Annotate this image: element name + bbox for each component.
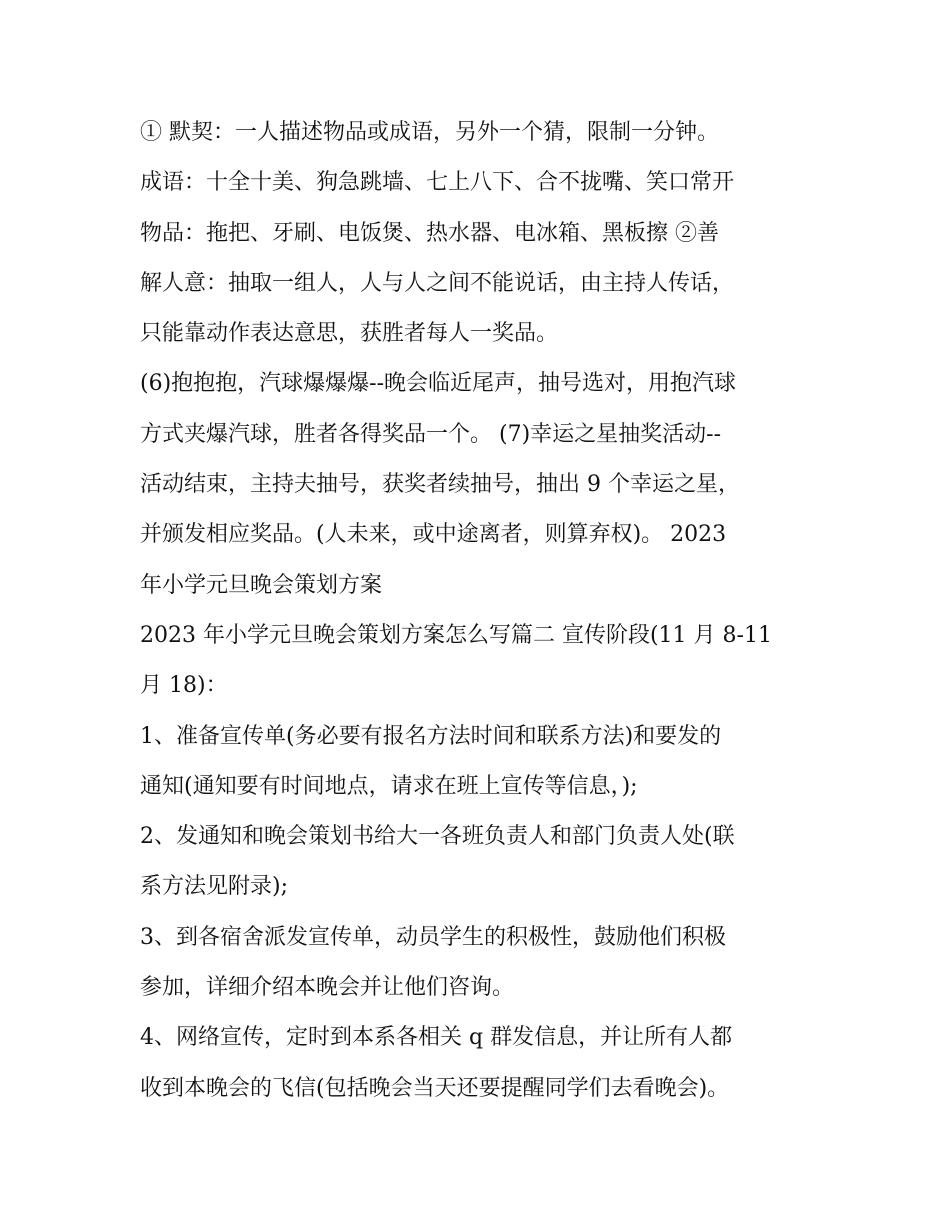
text-line: 只能靠动作表达意思，获胜者每人一奖品。: [140, 321, 559, 347]
text-line: 4、网络宣传，定时到本系各相关 q 群发信息，并让所有人都: [140, 1025, 733, 1051]
text-line: 年小学元旦晚会策划方案: [140, 572, 383, 598]
text-line: 2023 年小学元旦晚会策划方案怎么写篇二 宣传阶段(11 月 8-11: [140, 622, 772, 648]
text-line: 参加，详细介绍本晚会并让他们咨询。: [140, 975, 515, 1001]
text-line: (6)抱抱抱，汽球爆爆爆--晚会临近尾声，抽号选对，用抱汽球: [140, 371, 737, 397]
text-line: 3、到各宿舍派发宣传单，动员学生的积极性，鼓励他们积极: [140, 924, 726, 950]
document-page: [140, 108, 820, 1114]
text-line: 系方法见附录);: [140, 874, 288, 900]
text-line: 并颁发相应奖品。(人未来，或中途离者，则算弃权)。 2023: [140, 522, 727, 548]
text-line: 成语：十全十美、狗急跳墙、七上八下、合不拢嘴、笑口常开: [140, 170, 735, 196]
text-line: 物品：拖把、牙刷、电饭煲、热水器、电冰箱、黑板擦 ②善: [140, 220, 719, 246]
text-line: 解人意：抽取一组人，人与人之间不能说话，由主持人传话，: [140, 270, 735, 296]
text-line: 1、准备宣传单(务必要有报名方法时间和联系方法)和要发的: [140, 723, 722, 749]
text-line: 收到本晚会的飞信(包括晚会当天还要提醒同学们去看晚会)。: [140, 1075, 730, 1101]
text-line: 活动结束，主持夫抽号，获奖者续抽号，抽出 9 个幸运之星，: [140, 472, 740, 498]
text-line: 方式夹爆汽球，胜者各得奖品一个。 (7)幸运之星抽奖活动--: [140, 421, 722, 447]
text-line: 通知(通知要有时间地点，请求在班上宣传等信息，);: [140, 773, 638, 799]
text-line: 2、发通知和晚会策划书给大一各班负责人和部门负责人处(联: [140, 824, 735, 850]
text-line: ① 默契：一人描述物品或成语，另外一个猜，限制一分钟。: [140, 120, 719, 145]
text-line: 月 18)：: [140, 673, 228, 699]
